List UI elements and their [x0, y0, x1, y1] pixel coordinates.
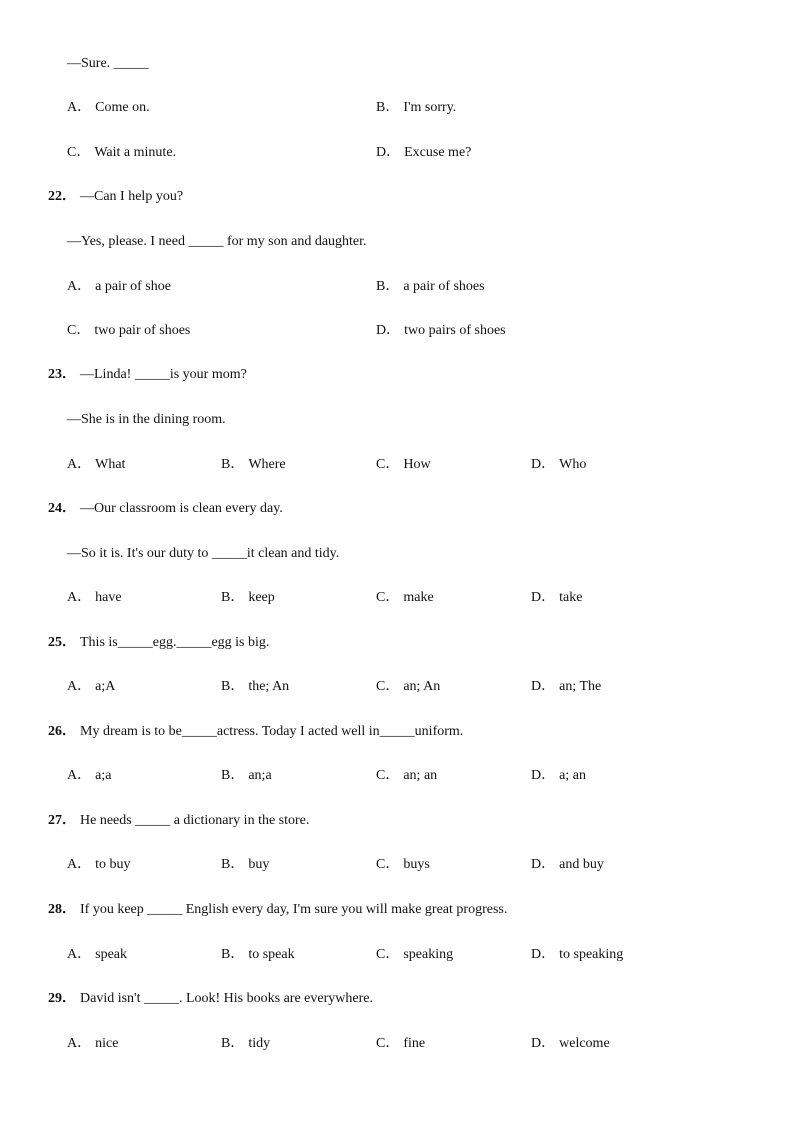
option-letter: C． — [67, 323, 91, 338]
option-letter: B． — [221, 679, 245, 694]
option-b — [221, 588, 275, 608]
option-text: a; an — [559, 768, 586, 783]
option-text: What — [95, 457, 126, 472]
option-text: a;a — [95, 768, 112, 783]
option-text: Come on. — [95, 100, 150, 115]
option-d — [531, 588, 582, 608]
question-number: 23． — [48, 367, 76, 382]
option-d — [531, 945, 623, 965]
option-b — [221, 455, 286, 475]
option-letter: C． — [376, 857, 400, 872]
question-text: My dream is to be_____actress. Today I acted well in_____uniform. — [80, 724, 464, 739]
option-b — [376, 277, 485, 297]
option-letter: B． — [221, 857, 245, 872]
option-text: fine — [403, 1036, 426, 1051]
option-text: speak — [95, 947, 128, 962]
question-28 — [48, 900, 507, 920]
option-text: take — [559, 590, 583, 605]
option-text: I'm sorry. — [403, 100, 457, 115]
option-text: a pair of shoes — [403, 279, 485, 294]
option-letter: B． — [376, 279, 400, 294]
option-letter: D． — [531, 679, 556, 694]
option-letter: A． — [67, 590, 92, 605]
dialogue-line: —Sure. _____ — [67, 56, 149, 71]
option-text: tidy — [248, 1036, 271, 1051]
option-a — [67, 277, 171, 297]
question-text: This is_____egg._____egg is big. — [80, 635, 270, 650]
question-text: —Can I help you? — [80, 189, 184, 204]
question-number: 25． — [48, 635, 76, 650]
option-text: to buy — [95, 857, 131, 872]
option-text: keep — [248, 590, 275, 605]
option-d — [531, 766, 586, 786]
option-text: Excuse me? — [404, 145, 472, 160]
option-text: nice — [95, 1036, 119, 1051]
question-24 — [48, 499, 283, 519]
option-letter: B． — [221, 947, 245, 962]
option-text: two pairs of shoes — [404, 323, 506, 338]
option-c — [376, 766, 437, 786]
dialogue-line: —Yes, please. I need _____ for my son and daughter. — [67, 234, 367, 249]
option-b — [221, 945, 295, 965]
option-c — [376, 855, 430, 875]
question-number: 22． — [48, 189, 76, 204]
option-letter: B． — [221, 768, 245, 783]
option-text: make — [403, 590, 434, 605]
question-text: If you keep _____ English every day, I'm sure you will make great progress. — [80, 902, 508, 917]
option-c — [376, 677, 440, 697]
option-c — [376, 588, 434, 608]
dialogue-line: —She is in the dining room. — [67, 412, 226, 427]
option-letter: C． — [376, 679, 400, 694]
option-letter: D． — [376, 323, 401, 338]
question-number: 29． — [48, 991, 76, 1006]
option-text: buys — [403, 857, 430, 872]
option-letter: A． — [67, 947, 92, 962]
option-b — [221, 1034, 270, 1054]
option-c — [67, 321, 190, 341]
question-number: 27． — [48, 813, 76, 828]
option-letter: D． — [531, 590, 556, 605]
option-d — [531, 1034, 610, 1054]
question-text: David isn't _____. Look! His books are everywhere. — [80, 991, 373, 1006]
option-letter: D． — [531, 457, 556, 472]
option-c — [376, 455, 431, 475]
option-text: two pair of shoes — [94, 323, 191, 338]
question-23 — [48, 365, 247, 385]
option-b — [221, 677, 289, 697]
option-d — [376, 143, 471, 163]
option-letter: D． — [531, 947, 556, 962]
option-letter: A． — [67, 457, 92, 472]
option-text: to speak — [248, 947, 295, 962]
option-letter: A． — [67, 679, 92, 694]
question-number: 28． — [48, 902, 76, 917]
option-d — [531, 455, 586, 475]
option-letter: A． — [67, 768, 92, 783]
option-text: an; An — [403, 679, 441, 694]
option-letter: A． — [67, 857, 92, 872]
option-a — [67, 98, 150, 118]
question-number: 24． — [48, 501, 76, 516]
option-letter: C． — [376, 457, 400, 472]
option-letter: B． — [221, 1036, 245, 1051]
dialogue-line: —So it is. It's our duty to _____it clean and tidy. — [67, 546, 340, 561]
option-text: have — [95, 590, 122, 605]
question-26 — [48, 722, 463, 742]
option-letter: B． — [376, 100, 400, 115]
option-letter: C． — [376, 1036, 400, 1051]
option-letter: C． — [376, 590, 400, 605]
question-29 — [48, 989, 373, 1009]
option-text: a pair of shoe — [95, 279, 171, 294]
option-d — [531, 855, 604, 875]
question-number: 26． — [48, 724, 76, 739]
option-letter: A． — [67, 100, 92, 115]
option-a — [67, 766, 111, 786]
option-text: Who — [559, 457, 587, 472]
option-a — [67, 855, 131, 875]
option-letter: D． — [531, 857, 556, 872]
question-text: —Linda! _____is your mom? — [80, 367, 247, 382]
option-a — [67, 455, 125, 475]
option-letter: D． — [376, 145, 401, 160]
option-c — [376, 1034, 425, 1054]
option-text: the; An — [248, 679, 290, 694]
option-text: to speaking — [559, 947, 624, 962]
option-text: Where — [248, 457, 286, 472]
option-letter: A． — [67, 279, 92, 294]
option-text: How — [403, 457, 431, 472]
option-c — [67, 143, 176, 163]
option-b — [221, 855, 269, 875]
question-text: —Our classroom is clean every day. — [80, 501, 283, 516]
option-text: and buy — [559, 857, 604, 872]
question-27 — [48, 811, 309, 831]
option-text: an;a — [248, 768, 272, 783]
option-b — [221, 766, 272, 786]
question-22 — [48, 187, 183, 207]
option-text: an; an — [403, 768, 438, 783]
option-b — [376, 98, 456, 118]
option-letter: B． — [221, 590, 245, 605]
option-text: an; The — [559, 679, 602, 694]
option-a — [67, 945, 127, 965]
option-letter: B． — [221, 457, 245, 472]
option-text: speaking — [403, 947, 454, 962]
option-c — [376, 945, 453, 965]
option-a — [67, 588, 122, 608]
option-letter: D． — [531, 768, 556, 783]
option-a — [67, 677, 115, 697]
question-25 — [48, 633, 269, 653]
option-letter: D． — [531, 1036, 556, 1051]
option-letter: C． — [67, 145, 91, 160]
option-d — [376, 321, 506, 341]
option-text: Wait a minute. — [94, 145, 177, 160]
question-text: He needs _____ a dictionary in the store. — [80, 813, 310, 828]
option-text: a;A — [95, 679, 116, 694]
option-letter: A． — [67, 1036, 92, 1051]
option-d — [531, 677, 601, 697]
option-text: welcome — [559, 1036, 610, 1051]
option-a — [67, 1034, 118, 1054]
option-letter: C． — [376, 947, 400, 962]
option-text: buy — [248, 857, 270, 872]
option-letter: C． — [376, 768, 400, 783]
